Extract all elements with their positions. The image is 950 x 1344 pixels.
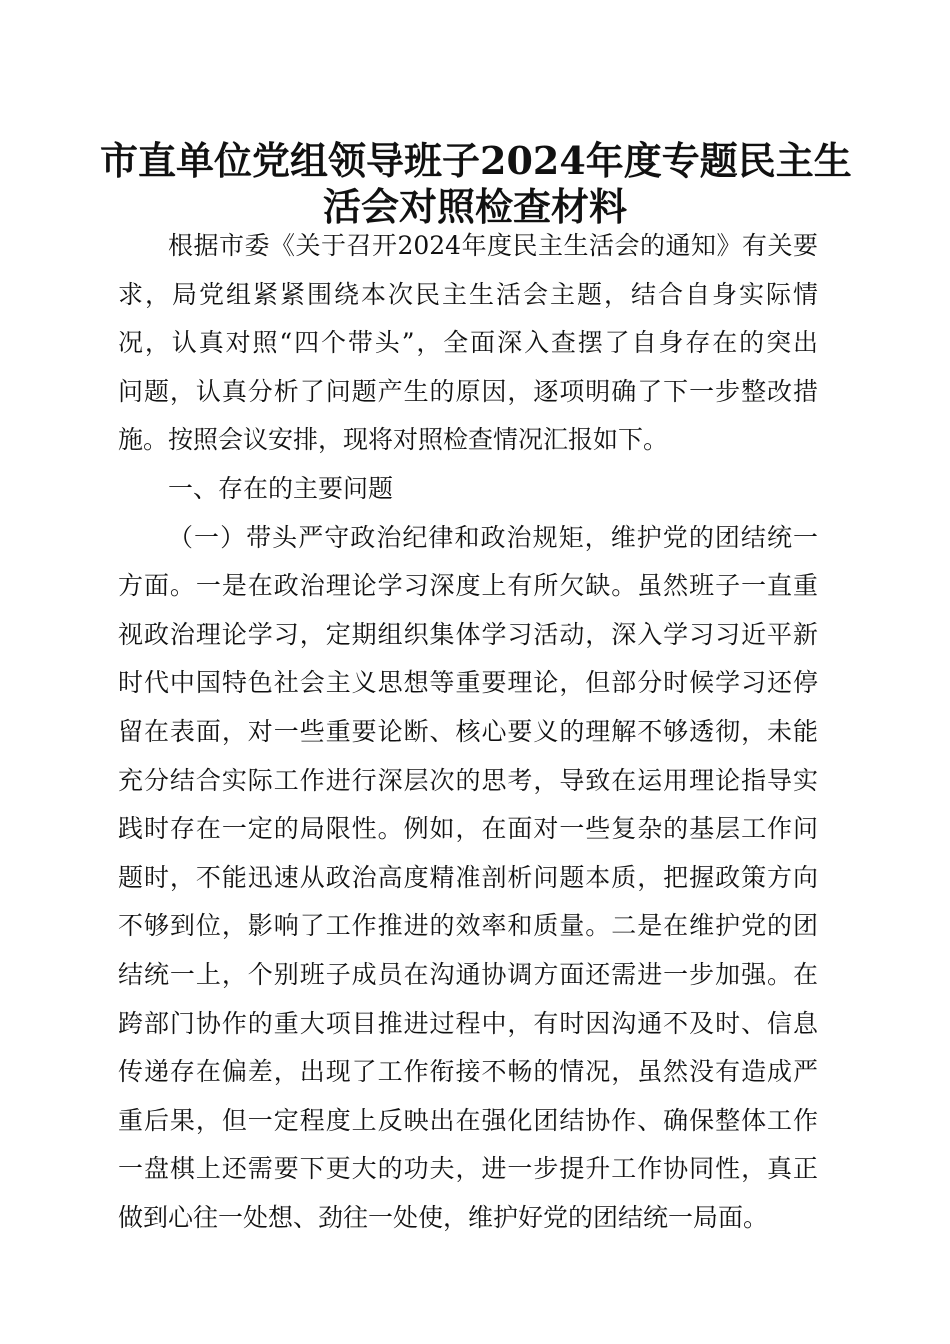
- intro-line: 况，认真对照“四个带头”，全面深入查摆了自身存在的突出: [118, 328, 818, 358]
- document-body: [118, 222, 818, 1242]
- paragraph-line: 视政治理论学习，定期组织集体学习活动，深入学习习近平新: [118, 619, 818, 649]
- section-heading: 一、存在的主要问题: [168, 473, 394, 503]
- paragraph-line: 题时，不能迅速从政治高度精准剖析问题本质，把握政策方向: [118, 862, 818, 892]
- paragraph-line: 做到心往一处想、劲往一处使，维护好党的团结统一局面。: [118, 1202, 769, 1232]
- document-title-line-2: 活会对照检查材料: [322, 184, 627, 229]
- paragraph-line: 传递存在偏差，出现了工作衔接不畅的情况，虽然没有造成严: [118, 1057, 818, 1087]
- paragraph-line: 践时存在一定的局限性。例如，在面对一些复杂的基层工作问: [118, 814, 818, 844]
- intro-line: 问题，认真分析了问题产生的原因，逐项明确了下一步整改措: [118, 376, 818, 406]
- paragraph-line: 一盘棋上还需要下更大的功夫，进一步提升工作协同性，真正: [118, 1154, 818, 1184]
- paragraph-line: 重后果，但一定程度上反映出在强化团结协作、确保整体工作: [118, 1105, 818, 1135]
- paragraph-line: 方面。一是在政治理论学习深度上有所欠缺。虽然班子一直重: [118, 571, 818, 601]
- paragraph-line: （一）带头严守政治纪律和政治规矩，维护党的团结统一: [168, 522, 818, 552]
- document-title-line-1: 市直单位党组领导班子2024年度专题民主生: [100, 138, 852, 183]
- paragraph-line: 充分结合实际工作进行深层次的思考，导致在运用理论指导实: [118, 765, 818, 795]
- paragraph-line: 时代中国特色社会主义思想等重要理论，但部分时候学习还停: [118, 668, 818, 698]
- paragraph-line: 不够到位，影响了工作推进的效率和质量。二是在维护党的团: [118, 911, 818, 941]
- paragraph-line: 结统一上，个别班子成员在沟通协调方面还需进一步加强。在: [118, 959, 818, 989]
- intro-line: 求，局党组紧紧围绕本次民主生活会主题，结合自身实际情: [118, 279, 818, 309]
- intro-line: 根据市委《关于召开2024年度民主生活会的通知》有关要: [168, 231, 818, 260]
- paragraph-line: 跨部门协作的重大项目推进过程中，有时因沟通不及时、信息: [118, 1008, 818, 1038]
- intro-line: 施。按照会议安排，现将对照检查情况汇报如下。: [118, 425, 669, 455]
- paragraph-line: 留在表面，对一些重要论断、核心要义的理解不够透彻，未能: [118, 716, 818, 746]
